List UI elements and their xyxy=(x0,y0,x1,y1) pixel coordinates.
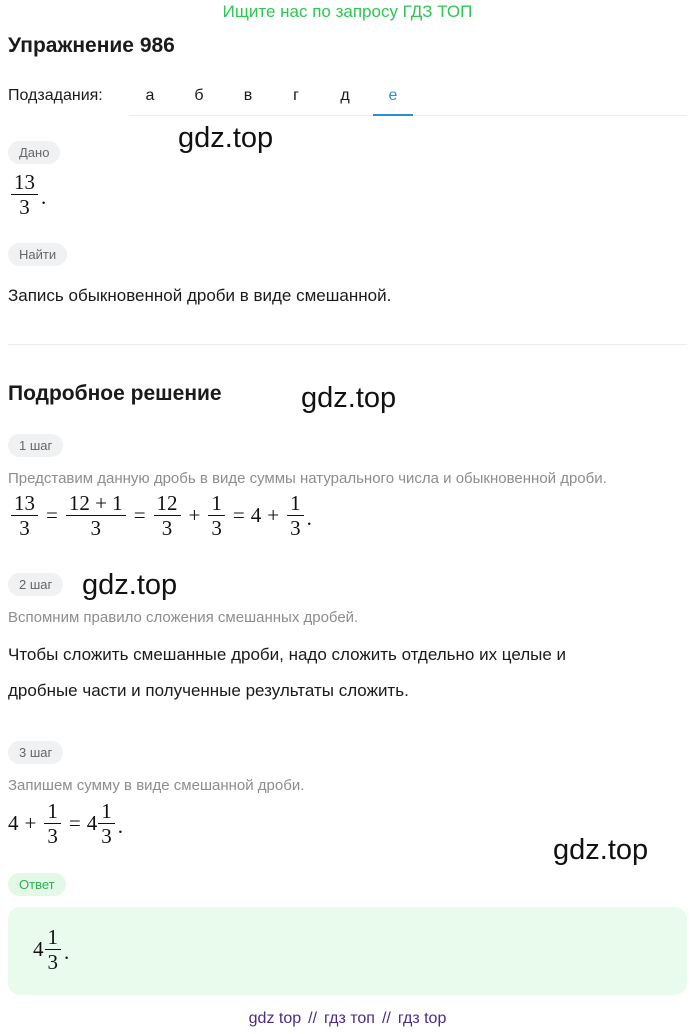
fraction: $\frac{12 + 1}{3}$ xyxy=(66,492,126,539)
fraction: $\frac{1}{3}$ xyxy=(287,492,304,539)
footer-separator: // xyxy=(381,1010,391,1027)
step-1-math: $\frac{13}{3}$ = $\frac{12 + 1}{3}$ = $\frac{12}{3}$ + $\frac{1}{3}$ = 4 + $\frac{1}{3}$ . xyxy=(9,492,312,539)
step-3-math: 4 + $\frac{1}{3}$ = 4 $\frac{1}{3}$ . xyxy=(8,799,123,849)
find-pill: Найти xyxy=(8,243,67,266)
given-pill: Дано xyxy=(8,141,60,164)
step-1-pill: 1 шаг xyxy=(8,434,63,457)
watermark: gdz.top xyxy=(82,569,178,601)
tab-d[interactable]: д xyxy=(340,87,350,104)
step-3-pill: 3 шаг xyxy=(8,741,63,764)
subtasks-label: Подзадания: xyxy=(8,87,103,104)
answer-pill: Ответ xyxy=(8,873,66,896)
answer-box xyxy=(8,907,687,995)
watermark: gdz.top xyxy=(178,122,274,154)
footer-links xyxy=(0,1010,695,1028)
step-2-text-line2: дробные части и полученные результаты сложить. xyxy=(8,681,409,700)
tab-e[interactable]: е xyxy=(373,80,413,116)
footer-link-2[interactable]: гдз топ xyxy=(324,1010,375,1027)
tab-a[interactable]: а xyxy=(145,87,155,104)
fraction: $\frac{13}{3}$ xyxy=(11,492,38,539)
tab-g[interactable]: г xyxy=(293,87,299,104)
fraction: $\frac{13}{3}$ xyxy=(11,171,38,218)
step-2-hint: Вспомним правило сложения смешанных дробей. xyxy=(8,609,359,626)
watermark: gdz.top xyxy=(301,382,397,414)
mixed-number: 4 $\frac{1}{3}$ xyxy=(87,800,117,847)
find-text: Запись обыкновенной дроби в виде смешанной. xyxy=(8,286,392,305)
answer-math: 4 $\frac{1}{3}$ . xyxy=(33,925,70,975)
mixed-number: 4 $\frac{1}{3}$ xyxy=(33,926,63,973)
subtasks-tabs xyxy=(129,80,687,116)
given-math: $\frac{13}{3}$ . xyxy=(9,171,46,218)
footer-link-1[interactable]: gdz top xyxy=(248,1010,302,1027)
tab-b[interactable]: б xyxy=(194,87,204,104)
footer-separator: // xyxy=(308,1010,318,1027)
watermark: gdz.top xyxy=(553,834,649,866)
footer-link-3[interactable]: гдз top xyxy=(397,1010,447,1027)
fraction: $\frac{1}{3}$ xyxy=(44,800,61,847)
tab-v[interactable]: в xyxy=(243,87,253,104)
step-2-pill: 2 шаг xyxy=(8,573,63,596)
promo-banner[interactable]: Ищите нас по запросу ГДЗ ТОП xyxy=(222,2,473,21)
step-1-hint: Представим данную дробь в виде суммы натурального числа и обыкновенной дроби. xyxy=(8,470,607,487)
step-3-hint: Запишем сумму в виде смешанной дроби. xyxy=(8,777,305,794)
step-2-text-line1: Чтобы сложить смешанные дроби, надо сложить отдельно их целые и xyxy=(8,645,567,664)
divider xyxy=(8,344,687,345)
fraction: $\frac{1}{3}$ xyxy=(208,492,225,539)
exercise-title: Упражнение 986 xyxy=(8,34,175,57)
solution-title: Подробное решение xyxy=(8,382,222,405)
fraction: $\frac{12}{3}$ xyxy=(154,492,181,539)
